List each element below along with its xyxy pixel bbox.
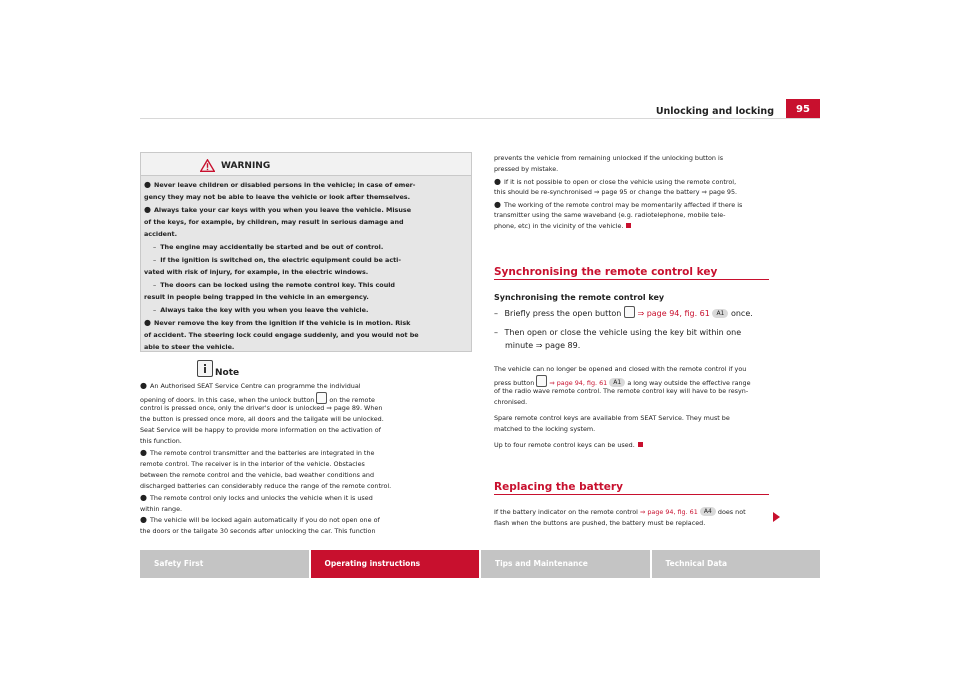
warning-line: The engine may accidentally be started and be out of control. [160,243,384,251]
step-text: Then open or close the vehicle using the key bit within one [504,328,742,337]
note-bullet: ● An Authorised SEAT Service Centre can programme the individual [140,381,361,390]
note-line: remote control. The receiver is in the interior of the vehicle. Obstacles [140,460,365,468]
warning-title: WARNING [221,161,271,171]
step-item: – Briefly press the open button ⇒ page 94, fig. 61 A1 once. [494,306,753,320]
note-bullet: ● The remote control only locks and unlocks the vehicle when it is used [140,493,373,502]
body-line [494,221,631,232]
note-line: the doors or the tailgate 30 seconds after unlocking the car. This function [140,527,376,535]
arrow-icon: ⇒ [639,508,646,516]
reference-text: page 94, fig. 61 [647,508,698,516]
body-text: Up to four remote control keys can be used. [494,441,635,449]
step-continuation [505,339,580,352]
body-line [494,187,737,198]
page-reference-link[interactable] [640,508,698,516]
note-line: An Authorised SEAT Service Centre can programme the individual [149,382,361,390]
body-line: prevents the vehicle from remaining unlocked if the unlocking button is [494,154,724,162]
body-line: chronised. [494,398,528,406]
warning-triangle-icon [200,159,215,172]
step-text: once. [730,309,753,318]
note-line: the button is pressed once more, all doors and the tailgate will be unlocked. [140,415,384,423]
page-reference-link[interactable] [637,309,709,318]
body-line: pressed by mistake. [494,165,559,173]
note-text: control is pressed once, only the driver's door is unlocked [140,404,325,412]
body-line: flash when the buttons are pushed, the battery must be replaced. [494,519,706,527]
warning-line: Always take the key with you when you leave the vehicle. [160,306,369,314]
body-line: matched to the locking system. [494,425,596,433]
note-line: The vehicle will be locked again automatically if you do not open one of [149,516,380,524]
note-line: this function. [140,437,182,445]
step-text: minute [505,341,534,350]
note-text: page 89. When [333,404,383,412]
section-divider [494,279,769,280]
warning-line: accident. [144,230,178,238]
reference-text: page 94, fig. 61 [646,309,710,318]
body-text: press button [494,379,535,387]
warning-subitem: – If the ignition is switched on, the electric equipment could be acti- [153,256,402,264]
body-line: The vehicle can no longer be opened and closed with the remote control if you [494,365,747,373]
note-line: discharged batteries can considerably reduce the range of the remote control. [140,482,392,490]
body-text: If it is not possible to open or close the vehicle using the remote control, [503,178,737,186]
note-line: The remote control only locks and unlocks the vehicle when it is used [149,494,373,502]
body-text: phone, etc) in the vicinity of the vehicle. [494,222,624,230]
warning-header [141,153,471,176]
section-heading-sync: Synchronising the remote control key [494,266,718,278]
warning-line: able to steer the vehicle. [144,343,235,351]
body-text: does not [717,508,746,516]
warning-line: of the keys, for example, by children, may result in serious damage and [144,218,404,226]
badge-a1: A1 [712,309,728,318]
step-item: – Then open or close the vehicle using the key bit within one [494,328,742,337]
warning-subitem: – The doors can be locked using the remote control key. This could [153,281,396,289]
footer-tab-operating-instructions[interactable]: Operating instructions [311,550,480,578]
body-text: The working of the remote control may be momentarily affected if there is [503,201,743,209]
section-end-marker [638,442,643,447]
footer-nav [140,550,820,578]
warning-line: of accident. The steering lock could engage suddenly, and you would not be [144,331,419,339]
section-divider [494,494,769,495]
section-heading-battery: Replacing the battery [494,481,623,493]
warning-line: If the ignition is switched on, the electric equipment could be acti- [160,256,402,264]
body-text: a long way outside the effective range [627,379,751,387]
note-line: between the remote control and the vehicle, bad weather conditions and [140,471,375,479]
body-line: transmitter using the same waveband (e.g. radiotelephone, mobile tele- [494,211,726,219]
header-divider [140,118,820,119]
note-info-icon [197,360,213,377]
step-text: page 89. [545,341,581,350]
footer-tab-tips-and-maintenance[interactable]: Tips and Maintenance [481,550,650,578]
body-bullet: ● If it is not possible to open or close the vehicle using the remote control, [494,177,737,186]
warning-bullet: ● Never leave children or disabled persons in the vehicle; in case of emer- [144,180,416,189]
body-line [494,440,643,451]
badge-a4: A4 [700,507,716,516]
warning-bullet: ● Never remove the key from the ignition if the vehicle is in motion. Risk [144,318,411,327]
arrow-icon: ⇒ [701,188,707,196]
warning-line: gency they may not be able to leave the vehicle or look after themselves. [144,193,411,201]
body-bullet: ● The working of the remote control may be momentarily affected if there is [494,200,743,209]
reference-text: page 94, fig. 61 [556,379,608,387]
open-button-icon [624,306,635,318]
warning-subitem: – Always take the key with you when you leave the vehicle. [153,306,369,314]
page-header-title: Unlocking and locking [655,106,774,117]
warning-box [140,152,472,352]
arrow-icon: ⇒ [326,404,332,412]
body-line: Spare remote control keys are available from SEAT Service. They must be [494,414,730,422]
arrow-icon: ⇒ [593,188,600,196]
footer-tab-safety-first[interactable]: Safety First [140,550,309,578]
warning-line: The doors can be locked using the remote control key. This could [160,281,396,289]
warning-bullet: ● Always take your car keys with you when you leave the vehicle. Misuse [144,205,412,214]
note-line: Seat Service will be happy to provide more information on the activation of [140,426,381,434]
note-title: Note [215,368,240,378]
note-line: The remote control transmitter and the batteries are integrated in the [149,449,375,457]
warning-line: Never remove the key from the ignition if the vehicle is in motion. Risk [153,319,411,327]
note-text: on the remote [329,396,375,404]
warning-line: Always take your car keys with you when you leave the vehicle. Misuse [153,206,412,214]
note-bullet: ● The remote control transmitter and the batteries are integrated in the [140,448,375,457]
subheading-sync: Synchronising the remote control key [494,293,665,302]
body-line [494,507,746,518]
note-line: within range. [140,505,183,513]
info-glyph-icon [198,361,212,376]
note-text: opening of doors. In this case, when the unlock button [140,396,315,404]
page-number: 95 [786,99,820,119]
note-line [140,403,382,414]
body-text: If the battery indicator on the remote control [494,508,638,516]
step-text: Briefly press the open button [504,309,622,318]
body-text: page 95. [708,188,738,196]
warning-line: vated with risk of injury, for example, in the electric windows. [144,268,369,276]
note-bullet: ● The vehicle will be locked again automatically if you do not open one of [140,515,380,524]
arrow-icon: ⇒ [549,379,555,387]
arrow-icon: ⇒ [535,341,543,350]
badge-a1: A1 [609,378,625,387]
body-text: this should be re-synchronised [494,188,592,196]
arrow-icon: ⇒ [637,309,645,318]
warning-subitem: – The engine may accidentally be started and be out of control. [153,243,384,251]
next-page-arrow-icon[interactable] [773,512,780,522]
section-end-marker [626,223,631,228]
warning-line: Never leave children or disabled persons in the vehicle; in case of emer- [153,181,416,189]
warning-line: result in people being trapped in the vehicle in an emergency. [144,293,369,301]
body-text: page 95 or change the battery [601,188,700,196]
footer-tab-technical-data[interactable]: Technical Data [652,550,821,578]
body-line: of the radio wave remote control. The remote control key will have to be resyn- [494,387,749,395]
